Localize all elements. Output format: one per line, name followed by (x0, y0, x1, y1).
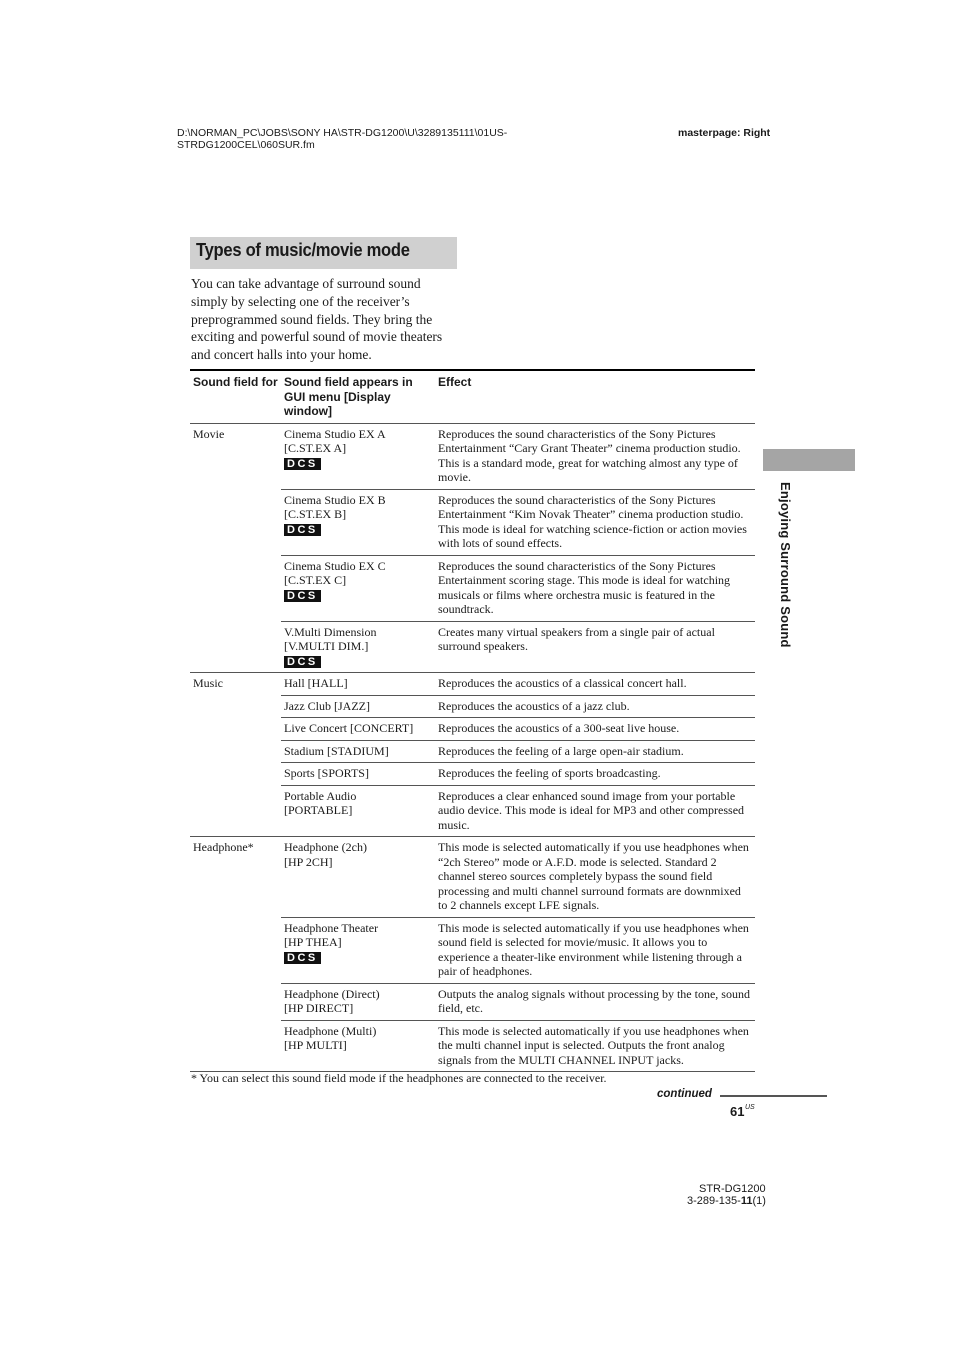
category-cell: Headphone* (193, 840, 254, 854)
sound-field-name: Headphone (Multi) (284, 1023, 377, 1038)
table-row (190, 695, 755, 718)
category-cell: Music (193, 676, 223, 690)
category-cell (190, 555, 281, 621)
continued-rule (720, 1095, 827, 1097)
sound-field-table (190, 369, 755, 1072)
effect-cell: Reproduces the acoustics of a jazz club. (435, 695, 755, 718)
sound-field-cell (281, 740, 435, 763)
sound-field-name: Sports [SPORTS] (284, 766, 369, 780)
page-number-suffix: US (745, 1104, 755, 1111)
table-header-row (190, 370, 755, 423)
category-cell (190, 1020, 281, 1072)
chapter-tab (763, 449, 855, 471)
table-row (190, 763, 755, 786)
sound-field-name: Portable Audio (284, 788, 357, 803)
effect-cell: This mode is selected automatically if you use headphones when “2ch Stereo” mode or A.F.D. mode is selected. Standard 2 channel stereo sources completely bypass the sound field processing and multi channel surround formats are downmixed to 2 channels except LFE signals. (435, 837, 755, 918)
model-number: STR-DG1200 (699, 1183, 766, 1195)
section-title: Types of music/movie mode (196, 240, 410, 260)
dcs-badge: DCS (284, 524, 321, 536)
table-row (190, 983, 755, 1020)
effect-cell: This mode is selected automatically if you use headphones when the multi channel input is selected. Outputs the front analog signals from the MULTI CHANNEL INPUT jacks. (435, 1020, 755, 1072)
category-cell (190, 718, 281, 741)
category-cell (190, 917, 281, 983)
table-row (190, 673, 755, 696)
category-cell (190, 621, 281, 673)
continued-label: continued (657, 1088, 712, 1100)
document-code (687, 1195, 766, 1207)
dcs-badge: DCS (284, 656, 321, 668)
category-cell (190, 983, 281, 1020)
table-row (190, 621, 755, 673)
sound-field-name: Headphone (Direct) (284, 986, 380, 1001)
sound-field-name: V.Multi Dimension (284, 624, 377, 639)
effect-cell: Reproduces a clear enhanced sound image from your portable audio device. This mode is ideal for MP3 and other compressed music. (435, 785, 755, 837)
display-window-text: [HP THEA] (284, 935, 342, 949)
sound-field-cell (281, 837, 435, 918)
sound-field-name: Stadium [STADIUM] (284, 743, 389, 758)
effect-cell: Reproduces the sound characteristics of the Sony Pictures Entertainment “Kim Novak Theater” cinema production studio. This mode is ideal for watching science-fiction or action movies with lots of sound effects. (435, 489, 755, 555)
file-path-header: D:\NORMAN_PC\JOBS\SONY HA\STR-DG1200\U\3289135111\01US- STRDG1200CEL\060SUR.fm (177, 127, 508, 151)
table-row (190, 423, 755, 489)
page-number: 61 (730, 1104, 745, 1119)
effect-cell: Outputs the analog signals without processing by the tone, sound field, etc. (435, 983, 755, 1020)
dcs-badge: DCS (284, 590, 321, 602)
table-row (190, 837, 755, 918)
sound-field-cell (281, 1020, 435, 1072)
sound-field-cell (281, 673, 435, 696)
sound-field-cell (281, 555, 435, 621)
sound-field-cell (281, 695, 435, 718)
category-cell (190, 763, 281, 786)
display-window-text: [HP DIRECT] (284, 1001, 354, 1015)
sound-field-name: Jazz Club [JAZZ] (284, 698, 370, 713)
table-row (190, 489, 755, 555)
dcs-badge: DCS (284, 952, 321, 964)
document-code-prefix: 3-289-135- (687, 1195, 741, 1207)
category-cell (190, 695, 281, 718)
category-cell: Movie (193, 426, 225, 441)
display-window-text: [C.ST.EX C] (284, 573, 347, 587)
display-window-text: [C.ST.EX B] (284, 507, 347, 521)
display-window-text: [PORTABLE] (284, 803, 353, 817)
sound-field-name: Cinema Studio EX C (284, 558, 386, 573)
sound-field-cell (281, 785, 435, 837)
table-row (190, 740, 755, 763)
sound-field-name: Headphone Theater (284, 920, 379, 935)
effect-cell: This mode is selected automatically if you use headphones when sound field is selected for movie/music. It allows you to experience a theater-like environment while listening through a pair of headphones. (435, 917, 755, 983)
effect-cell: Creates many virtual speakers from a single pair of actual surround speakers. (435, 621, 755, 673)
display-window-text: [HP MULTI] (284, 1038, 347, 1052)
sound-field-name: Headphone (2ch) (284, 840, 367, 854)
header-gui-menu: Sound field appears in GUI menu [Display window] (281, 370, 435, 423)
sound-field-name: Cinema Studio EX B (284, 492, 386, 507)
chapter-tab-label: Enjoying Surround Sound (778, 482, 793, 648)
effect-cell: Reproduces the acoustics of a 300-seat live house. (435, 718, 755, 741)
dcs-badge: DCS (284, 458, 321, 470)
sound-field-cell (281, 763, 435, 786)
category-cell (190, 785, 281, 837)
display-window-text: [C.ST.EX A] (284, 441, 347, 455)
effect-cell: Reproduces the sound characteristics of the Sony Pictures Entertainment scoring stage. This mode is ideal for watching musicals or films where orchestra music is featured in the soundtrack. (435, 555, 755, 621)
header-effect: Effect (435, 370, 755, 423)
header-sound-field-for: Sound field for (190, 370, 281, 423)
table-row (190, 718, 755, 741)
document-code-bold: 11 (740, 1195, 753, 1207)
sound-field-cell (281, 489, 435, 555)
category-cell (190, 489, 281, 555)
sound-field-cell (281, 917, 435, 983)
sound-field-cell (281, 423, 435, 489)
intro-paragraph: You can take advantage of surround sound simply by selecting one of the receiver’s preprogrammed sound fields. They bring the exciting and powerful sound of movie theaters and concert halls into your home. (191, 276, 443, 363)
effect-cell: Reproduces the feeling of a large open-air stadium. (435, 740, 755, 763)
effect-cell: Reproduces the feeling of sports broadcasting. (435, 763, 755, 786)
category-cell (190, 740, 281, 763)
table-row (190, 1020, 755, 1072)
masterpage-label: masterpage: Right (678, 127, 771, 139)
display-window-text: [HP 2CH] (284, 854, 333, 869)
sound-field-cell (281, 718, 435, 741)
table-body (190, 423, 755, 1072)
table-row (190, 785, 755, 837)
display-window-text: [V.MULTI DIM.] (284, 639, 369, 653)
sound-field-name: Hall [HALL] (284, 676, 348, 690)
sound-field-name: Live Concert [CONCERT] (284, 721, 414, 735)
effect-cell: Reproduces the sound characteristics of the Sony Pictures Entertainment “Cary Grant Theater” cinema production studio. This is a standard mode, great for watching almost any type of movie. (435, 423, 755, 489)
sound-field-cell (281, 983, 435, 1020)
sound-field-name: Cinema Studio EX A (284, 426, 386, 441)
table-row (190, 917, 755, 983)
document-code-suffix: (1) (752, 1195, 766, 1207)
footnote: * You can select this sound field mode if the headphones are connected to the receiver. (191, 1071, 607, 1085)
sound-field-cell (281, 621, 435, 673)
table-row (190, 555, 755, 621)
effect-cell: Reproduces the acoustics of a classical concert hall. (435, 673, 755, 696)
